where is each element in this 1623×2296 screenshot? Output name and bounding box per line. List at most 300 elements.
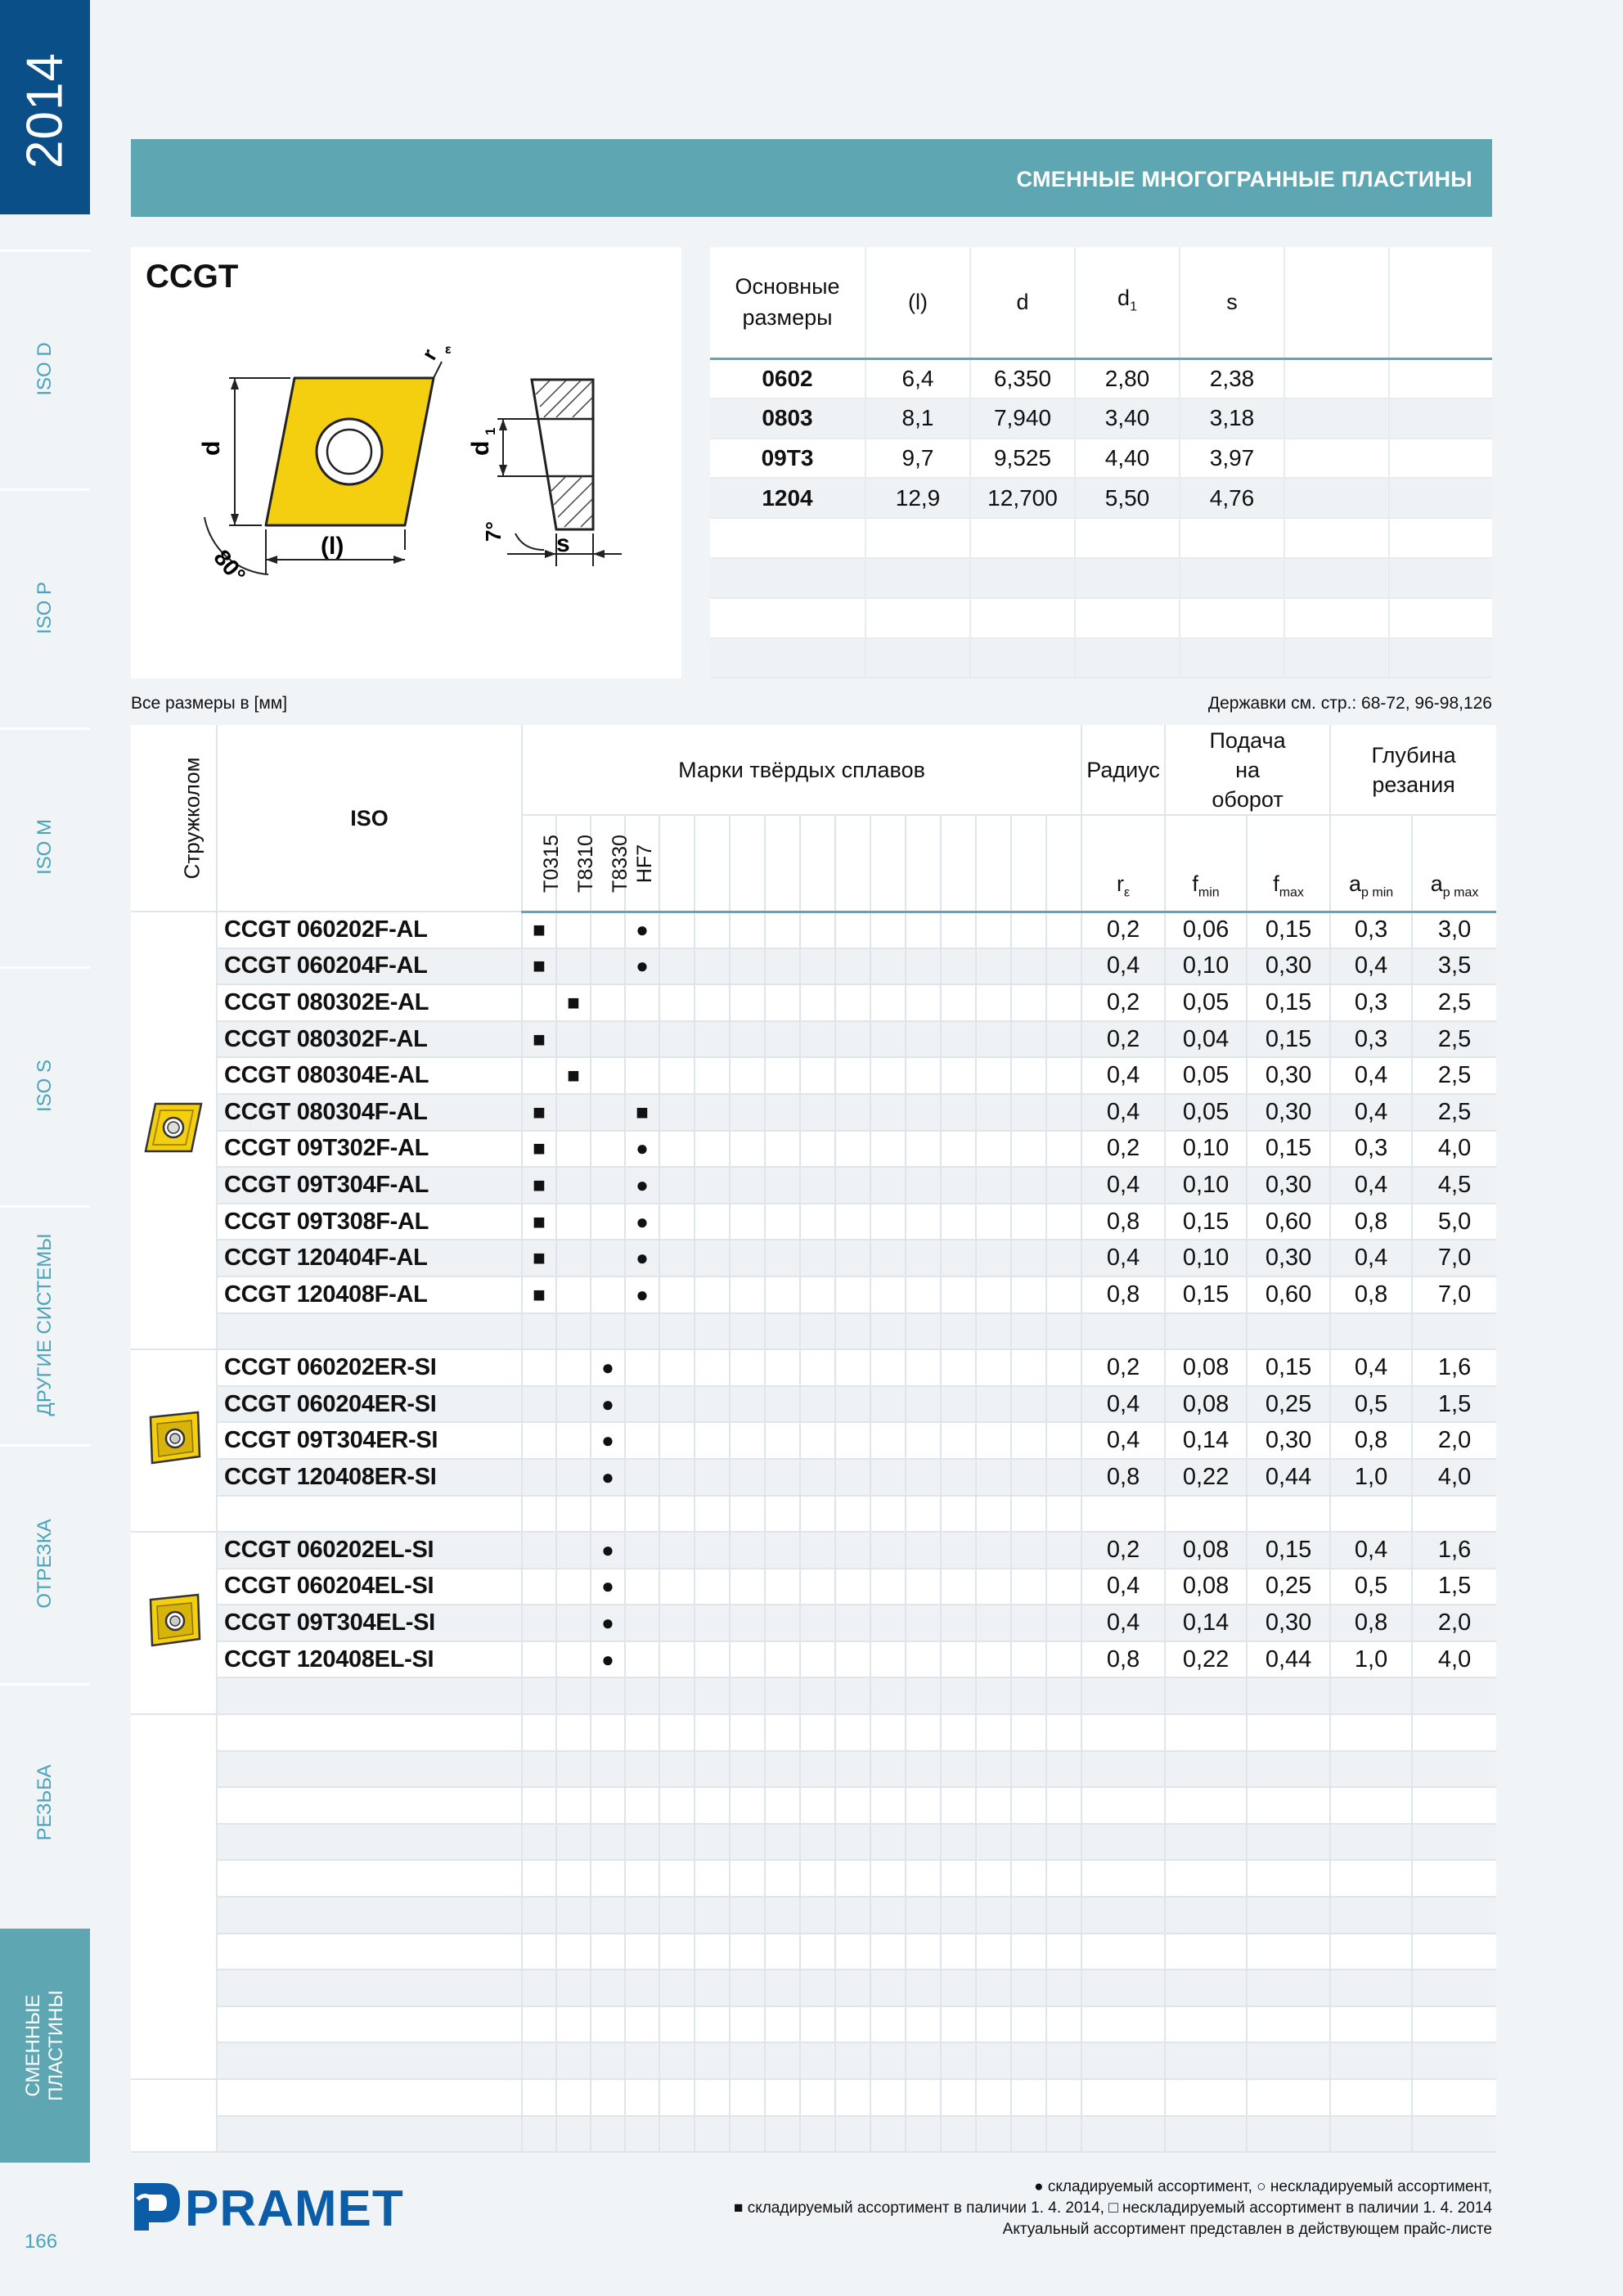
- grade-empty-cell: [659, 1641, 695, 1678]
- symbol-letter: a: [1430, 871, 1443, 897]
- grade-empty-cell: [835, 1751, 870, 1788]
- grade-empty-cell: [659, 1131, 695, 1168]
- grade-empty-cell: [765, 1422, 800, 1459]
- insert-code: CCGT 120404F-AL: [217, 1240, 522, 1276]
- grade-availability-mark: ●: [591, 1349, 625, 1386]
- grade-empty-cell: [976, 1532, 1011, 1569]
- dim-value-cell: [865, 518, 970, 558]
- param-value: [1247, 2079, 1330, 2116]
- param-value: [1412, 2042, 1496, 2079]
- dim-value-cell: 3,18: [1180, 398, 1284, 439]
- grade-empty-cell: [835, 1641, 870, 1678]
- grade-empty-cell: [1011, 1934, 1046, 1970]
- grade-empty-cell: [765, 1313, 800, 1350]
- param-value: [1412, 1496, 1496, 1533]
- grade-empty-cell: [659, 1824, 695, 1861]
- grade-empty-cell: [1011, 1751, 1046, 1788]
- grade-availability-mark: [625, 1787, 659, 1824]
- grade-availability-mark: ■: [522, 1240, 556, 1276]
- insert-code: CCGT 09T304EL-SI: [217, 1605, 522, 1641]
- grade-empty-cell: [835, 1569, 870, 1605]
- insert-code: CCGT 060202ER-SI: [217, 1349, 522, 1386]
- param-value: [1330, 2079, 1412, 2116]
- grade-empty-cell: [1046, 1131, 1081, 1168]
- insert-code: CCGT 080302E-AL: [217, 984, 522, 1021]
- grade-availability-mark: [522, 1057, 556, 1094]
- grade-availability-mark: [556, 1496, 591, 1533]
- dim-size-code: [710, 598, 865, 638]
- dim-value-cell: [1284, 558, 1389, 598]
- grade-empty-cell: [730, 1824, 765, 1861]
- param-value: [1165, 1897, 1247, 1934]
- sidebar-tab-iso-s[interactable]: ISO S: [0, 966, 90, 1200]
- insert-code: [217, 1934, 522, 1970]
- dim-value-cell: [1180, 558, 1284, 598]
- param-value: 2,0: [1412, 1605, 1496, 1641]
- grade-empty-cell: [941, 1131, 976, 1168]
- param-value: 0,4: [1081, 1240, 1165, 1276]
- symbol-subscript: max: [1279, 885, 1304, 900]
- grade-availability-mark: ●: [591, 1641, 625, 1678]
- grade-empty-cell: [870, 1057, 906, 1094]
- param-value: [1165, 2006, 1247, 2043]
- dim-value-cell: [1075, 638, 1180, 678]
- grade-availability-mark: ■: [522, 948, 556, 985]
- param-value: [1247, 1787, 1330, 1824]
- grade-column-header: [835, 815, 870, 912]
- param-value: 7,0: [1412, 1240, 1496, 1276]
- empty-row: [131, 2079, 1496, 2116]
- grade-availability-mark: [522, 2042, 556, 2079]
- param-value: 1,6: [1412, 1532, 1496, 1569]
- grade-empty-cell: [730, 1787, 765, 1824]
- grade-empty-cell: [1046, 1167, 1081, 1204]
- param-value: [1412, 1751, 1496, 1788]
- dim-table-row: [710, 638, 1492, 678]
- grade-empty-cell: [906, 1751, 941, 1788]
- grade-empty-cell: [870, 1860, 906, 1897]
- param-value: 0,10: [1165, 1131, 1247, 1168]
- dim-value-cell: 9,7: [865, 439, 970, 479]
- grade-availability-mark: [591, 2006, 625, 2043]
- empty-row: [131, 1787, 1496, 1824]
- grade-empty-cell: [906, 1459, 941, 1496]
- sidebar-tab-parting[interactable]: ОТРЕЗКА: [0, 1444, 90, 1678]
- grade-empty-cell: [765, 1824, 800, 1861]
- grade-availability-mark: [522, 1349, 556, 1386]
- grade-empty-cell: [695, 1970, 730, 2006]
- grade-availability-mark: [591, 1021, 625, 1058]
- param-value: 0,3: [1330, 984, 1412, 1021]
- param-value: [1247, 2006, 1330, 2043]
- grade-empty-cell: [906, 1569, 941, 1605]
- param-value: 0,08: [1165, 1386, 1247, 1423]
- dim-size-code: 0602: [710, 358, 865, 398]
- dim-header-cell: s: [1180, 247, 1284, 358]
- grade-availability-mark: [591, 948, 625, 985]
- grade-empty-cell: [659, 1860, 695, 1897]
- grade-empty-cell: [976, 2116, 1011, 2153]
- param-value: 0,4: [1330, 1240, 1412, 1276]
- grade-empty-cell: [835, 1057, 870, 1094]
- param-value: 0,08: [1165, 1569, 1247, 1605]
- grade-empty-cell: [976, 1677, 1011, 1714]
- grade-availability-mark: [625, 1751, 659, 1788]
- grade-empty-cell: [765, 1057, 800, 1094]
- grade-empty-cell: [835, 1386, 870, 1423]
- grade-empty-cell: [695, 1934, 730, 1970]
- grade-availability-mark: ●: [625, 912, 659, 948]
- grade-empty-cell: [800, 1422, 835, 1459]
- grade-availability-mark: [522, 1970, 556, 2006]
- insert-row: [131, 1349, 1496, 1386]
- grade-empty-cell: [765, 1677, 800, 1714]
- grade-availability-mark: [522, 1386, 556, 1423]
- grade-availability-mark: [625, 1569, 659, 1605]
- param-symbol-header: [1165, 815, 1247, 912]
- grade-empty-cell: [870, 1276, 906, 1313]
- dim-header-cell: [1389, 247, 1492, 358]
- grade-availability-mark: [556, 1897, 591, 1934]
- grade-availability-mark: [591, 2116, 625, 2153]
- grade-empty-cell: [800, 1714, 835, 1751]
- param-value: 7,0: [1412, 1276, 1496, 1313]
- grade-empty-cell: [941, 912, 976, 948]
- grade-empty-cell: [941, 1204, 976, 1240]
- grade-empty-cell: [976, 1131, 1011, 1168]
- grade-empty-cell: [870, 984, 906, 1021]
- param-value: [1081, 1787, 1165, 1824]
- param-value: 0,2: [1081, 912, 1165, 948]
- grade-availability-mark: [522, 1422, 556, 1459]
- param-value: 1,0: [1330, 1459, 1412, 1496]
- grade-empty-cell: [1011, 1897, 1046, 1934]
- param-value: [1330, 1677, 1412, 1714]
- param-value: [1247, 1970, 1330, 2006]
- grade-availability-mark: [625, 1934, 659, 1970]
- sidebar-tab-other-systems[interactable]: ДРУГИЕ СИСТЕМЫ: [0, 1205, 90, 1439]
- grade-empty-cell: [1011, 2042, 1046, 2079]
- grade-availability-mark: [625, 1824, 659, 1861]
- sidebar-tab-threading[interactable]: РЕЗЬБА: [0, 1683, 90, 1917]
- dim-size-code: 1204: [710, 478, 865, 518]
- grade-empty-cell: [906, 1240, 941, 1276]
- grade-empty-cell: [941, 1276, 976, 1313]
- sidebar-tab-iso-p[interactable]: ISO P: [0, 488, 90, 723]
- grade-empty-cell: [695, 1204, 730, 1240]
- grade-empty-cell: [695, 1459, 730, 1496]
- grade-column-header: [870, 815, 906, 912]
- grade-empty-cell: [870, 1970, 906, 2006]
- grade-availability-mark: [625, 1677, 659, 1714]
- grade-availability-mark: [625, 984, 659, 1021]
- grade-availability-mark: [591, 1751, 625, 1788]
- insert-row: [131, 1276, 1496, 1313]
- grade-empty-cell: [730, 1897, 765, 1934]
- insert-row: [131, 1422, 1496, 1459]
- grade-empty-cell: [765, 1131, 800, 1168]
- grade-empty-cell: [1011, 1569, 1046, 1605]
- grade-empty-cell: [941, 1860, 976, 1897]
- grade-empty-cell: [1011, 1349, 1046, 1386]
- grade-availability-mark: ●: [591, 1422, 625, 1459]
- grade-availability-mark: [591, 1714, 625, 1751]
- grade-empty-cell: [870, 1824, 906, 1861]
- grade-empty-cell: [765, 1276, 800, 1313]
- grade-empty-cell: [870, 1240, 906, 1276]
- param-value: [1165, 1934, 1247, 1970]
- sidebar-tab-iso-d[interactable]: ISO D: [0, 250, 90, 484]
- param-symbol-header: [1330, 815, 1412, 912]
- param-value: [1412, 2006, 1496, 2043]
- grade-availability-mark: ●: [591, 1532, 625, 1569]
- grade-availability-mark: [591, 2079, 625, 2116]
- grade-availability-mark: [522, 1860, 556, 1897]
- grade-empty-cell: [835, 1422, 870, 1459]
- grade-empty-cell: [695, 1313, 730, 1350]
- param-value: 0,04: [1165, 1021, 1247, 1058]
- grade-availability-mark: ■: [522, 1167, 556, 1204]
- param-value: [1412, 1970, 1496, 2006]
- insert-code: [217, 1897, 522, 1934]
- grade-empty-cell: [765, 2042, 800, 2079]
- grade-empty-cell: [1046, 1751, 1081, 1788]
- param-value: [1412, 1934, 1496, 1970]
- param-value: 0,2: [1081, 1349, 1165, 1386]
- insert-code: CCGT 060204F-AL: [217, 948, 522, 985]
- dim-header-cell: [1284, 247, 1389, 358]
- grade-empty-cell: [659, 1569, 695, 1605]
- grade-empty-cell: [835, 1313, 870, 1350]
- grade-empty-cell: [800, 1349, 835, 1386]
- chipbreaker-insert-icon: [141, 1099, 206, 1156]
- grade-availability-mark: [556, 1605, 591, 1641]
- sidebar-tab-inserts[interactable]: СМЕННЫЕ ПЛАСТИНЫ: [0, 1929, 90, 2163]
- grade-availability-mark: [591, 1970, 625, 2006]
- dim-value-cell: [1180, 518, 1284, 558]
- units-note: Все размеры в [мм]: [131, 694, 288, 713]
- grade-empty-cell: [941, 1897, 976, 1934]
- grade-availability-mark: [522, 1897, 556, 1934]
- grade-availability-mark: [591, 1240, 625, 1276]
- grade-availability-mark: [625, 1605, 659, 1641]
- param-value: 0,05: [1165, 1094, 1247, 1131]
- param-value: 0,10: [1165, 1240, 1247, 1276]
- param-value: 0,4: [1330, 1167, 1412, 1204]
- grade-empty-cell: [906, 1167, 941, 1204]
- grade-empty-cell: [1011, 1714, 1046, 1751]
- section-banner: [131, 139, 1492, 217]
- dim-value-cell: [1389, 398, 1492, 439]
- grade-empty-cell: [659, 2116, 695, 2153]
- grade-empty-cell: [941, 1021, 976, 1058]
- grade-empty-cell: [835, 1276, 870, 1313]
- dim-value-cell: 3,40: [1075, 398, 1180, 439]
- insert-code: [217, 2006, 522, 2043]
- grade-empty-cell: [659, 1751, 695, 1788]
- grade-availability-mark: ●: [625, 1276, 659, 1313]
- dim-value-cell: [970, 518, 1075, 558]
- symbol-subscript: ε: [1123, 885, 1131, 900]
- grades-header: Марки твёрдых сплавов: [522, 725, 1081, 815]
- grade-empty-cell: [1046, 1605, 1081, 1641]
- insert-drawing-panel: [131, 247, 681, 678]
- insert-code: [217, 2079, 522, 2116]
- param-value: 0,2: [1081, 1021, 1165, 1058]
- grade-empty-cell: [906, 1094, 941, 1131]
- empty-row: [131, 1313, 1496, 1350]
- grade-empty-cell: [976, 1276, 1011, 1313]
- grade-empty-cell: [906, 1970, 941, 2006]
- grade-empty-cell: [695, 1021, 730, 1058]
- grade-empty-cell: [1046, 1276, 1081, 1313]
- grade-empty-cell: [730, 1641, 765, 1678]
- grade-availability-mark: ■: [522, 1131, 556, 1168]
- param-value: 0,15: [1165, 1204, 1247, 1240]
- insert-code: [217, 2042, 522, 2079]
- grade-empty-cell: [870, 1787, 906, 1824]
- insert-row: [131, 1167, 1496, 1204]
- grade-empty-cell: [659, 1057, 695, 1094]
- grade-availability-mark: [625, 1057, 659, 1094]
- grade-empty-cell: [1046, 1422, 1081, 1459]
- param-value: [1165, 1787, 1247, 1824]
- grade-empty-cell: [800, 1824, 835, 1861]
- dim-table-row: [710, 439, 1492, 479]
- dim-value-cell: 6,4: [865, 358, 970, 398]
- param-value: [1247, 1496, 1330, 1533]
- insert-row: [131, 1094, 1496, 1131]
- param-value: 0,15: [1247, 984, 1330, 1021]
- insert-code: [217, 1860, 522, 1897]
- grade-availability-mark: [625, 1496, 659, 1533]
- dim-header-cell: $d_1$: [1075, 247, 1180, 358]
- legend-line-3: Актуальный ассортимент представлен в действующем прайс-листе: [1002, 2221, 1492, 2238]
- grade-empty-cell: [870, 1751, 906, 1788]
- grade-empty-cell: [1046, 912, 1081, 948]
- dim-value-cell: [1284, 638, 1389, 678]
- grade-empty-cell: [906, 1313, 941, 1350]
- grade-empty-cell: [695, 1569, 730, 1605]
- param-value: [1330, 1714, 1412, 1751]
- param-value: 2,5: [1412, 1094, 1496, 1131]
- legend-line-2: ■ складируемый ассортимент в паличии 1. 4. 2014, □ нескладируемый ассортимент в паличии 1. 4. 2014: [733, 2199, 1492, 2217]
- grade-empty-cell: [800, 2042, 835, 2079]
- grade-empty-cell: [765, 912, 800, 948]
- grade-empty-cell: [870, 1496, 906, 1533]
- grade-empty-cell: [765, 1094, 800, 1131]
- empty-row: [131, 1714, 1496, 1751]
- grade-availability-mark: [522, 1677, 556, 1714]
- grade-availability-mark: [556, 1167, 591, 1204]
- grade-availability-mark: [556, 1641, 591, 1678]
- grade-availability-mark: [625, 1714, 659, 1751]
- grade-empty-cell: [765, 1751, 800, 1788]
- chipbreaker-header: Стружколом: [131, 725, 217, 912]
- grade-availability-mark: [522, 984, 556, 1021]
- dim-value-cell: [1284, 478, 1389, 518]
- sidebar-tab-iso-m[interactable]: ISO M: [0, 727, 90, 961]
- grade-empty-cell: [1046, 2079, 1081, 2116]
- grade-empty-cell: [1011, 1422, 1046, 1459]
- param-value: [1081, 1313, 1165, 1350]
- insert-row: [131, 1131, 1496, 1168]
- grade-availability-mark: ■: [556, 984, 591, 1021]
- grade-empty-cell: [1011, 1532, 1046, 1569]
- grade-empty-cell: [1046, 1897, 1081, 1934]
- param-value: [1165, 1496, 1247, 1533]
- grade-empty-cell: [906, 1496, 941, 1533]
- param-symbol-header: [1247, 815, 1330, 912]
- param-value: 0,30: [1247, 948, 1330, 985]
- grade-availability-mark: [625, 2079, 659, 2116]
- year-tab: [0, 0, 90, 214]
- param-value: [1165, 1751, 1247, 1788]
- grade-empty-cell: [941, 1496, 976, 1533]
- param-value: 0,4: [1081, 1386, 1165, 1423]
- grade-label: HF7: [633, 844, 657, 884]
- grade-availability-mark: [625, 1021, 659, 1058]
- insert-code: CCGT 09T304ER-SI: [217, 1422, 522, 1459]
- grade-availability-mark: [625, 2042, 659, 2079]
- grade-empty-cell: [976, 1934, 1011, 1970]
- param-value: [1165, 1824, 1247, 1861]
- empty-row: [131, 2116, 1496, 2153]
- dim-table-row: [710, 358, 1492, 398]
- page-number: 166: [25, 2231, 58, 2253]
- grade-empty-cell: [976, 1204, 1011, 1240]
- dim-value-cell: [1389, 518, 1492, 558]
- param-value: 0,25: [1247, 1386, 1330, 1423]
- grade-empty-cell: [800, 1240, 835, 1276]
- param-value: [1412, 2116, 1496, 2153]
- insert-row: [131, 948, 1496, 985]
- grade-empty-cell: [976, 948, 1011, 985]
- grade-empty-cell: [976, 1787, 1011, 1824]
- year-label: 2014: [16, 52, 74, 169]
- grade-empty-cell: [976, 1824, 1011, 1861]
- param-value: 0,5: [1330, 1569, 1412, 1605]
- grade-empty-cell: [695, 948, 730, 985]
- insert-technical-drawing: [131, 304, 681, 673]
- grade-empty-cell: [800, 1276, 835, 1313]
- insert-title: CCGT: [146, 259, 239, 295]
- grade-empty-cell: [870, 1714, 906, 1751]
- grade-empty-cell: [730, 1751, 765, 1788]
- grade-empty-cell: [800, 1167, 835, 1204]
- empty-row: [131, 1934, 1496, 1970]
- grade-empty-cell: [1046, 1349, 1081, 1386]
- grade-empty-cell: [976, 1860, 1011, 1897]
- grade-empty-cell: [941, 948, 976, 985]
- param-value: 0,8: [1081, 1204, 1165, 1240]
- legend: [734, 2177, 1492, 2240]
- grade-empty-cell: [730, 1496, 765, 1533]
- grade-availability-mark: ■: [522, 1276, 556, 1313]
- dim-d1-sub-label: 1: [483, 427, 498, 435]
- param-value: [1165, 2116, 1247, 2153]
- grade-availability-mark: ■: [522, 1204, 556, 1240]
- grade-availability-mark: [625, 1897, 659, 1934]
- dim-value-cell: [865, 558, 970, 598]
- dim-s-label: s: [556, 530, 570, 557]
- param-value: 0,30: [1247, 1422, 1330, 1459]
- grade-empty-cell: [941, 1787, 976, 1824]
- grade-empty-cell: [906, 1824, 941, 1861]
- grade-empty-cell: [906, 1204, 941, 1240]
- grade-empty-cell: [1046, 1459, 1081, 1496]
- param-value: 0,15: [1247, 1131, 1330, 1168]
